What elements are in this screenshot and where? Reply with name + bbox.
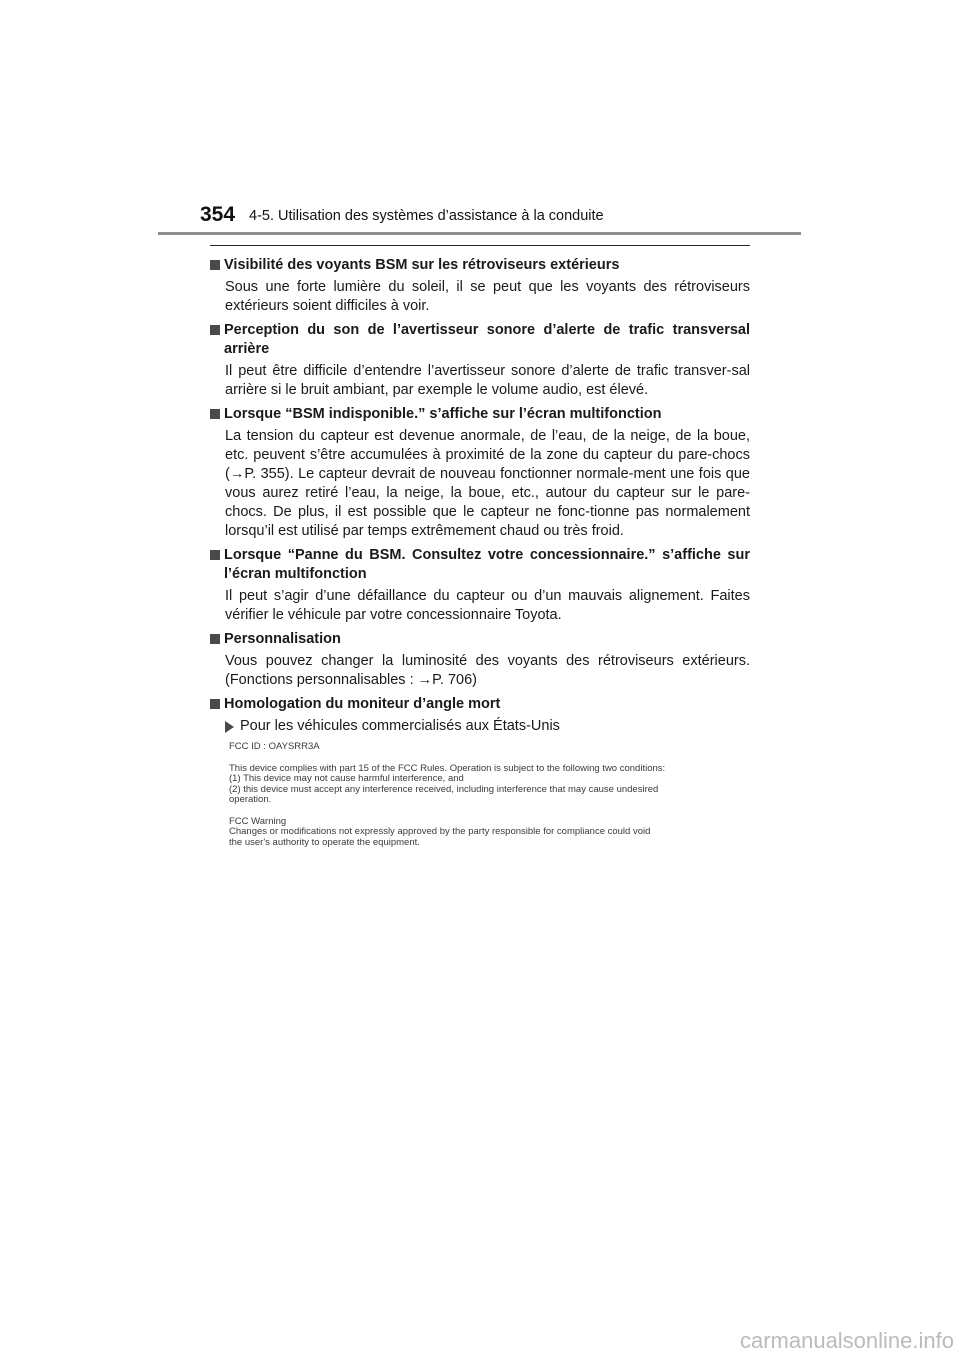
square-bullet-icon — [210, 260, 220, 270]
fcc-warning-line: the user's authority to operate the equipment. — [229, 836, 420, 848]
fcc-label-image — [229, 742, 689, 848]
item-body: La tension du capteur est devenue anormale, de l’eau, de la neige, de la boue, etc. peuvent s’être accumulées à proximité de la zone du capteur du pare-chocs (→P. 355). Le capteur devrait de nouveau fonctionner normale-ment une fois que vous aurez retiré l’eau, la neige, la boue, etc., autour du capteur sur le pare-chocs. De plus, il est possible que le capteur ne fonc-tionne pas normalement lorsqu’il est utilisé par temps extrêmement chaud ou très froid. — [225, 428, 750, 539]
sub-label: Pour les véhicules commercialisés aux États-Unis — [240, 718, 560, 734]
square-bullet-icon — [210, 634, 220, 644]
item-title: Lorsque “BSM indisponible.” s’affiche sur l’écran multifonction — [224, 406, 662, 422]
content-divider — [210, 245, 750, 246]
info-item — [210, 630, 750, 690]
content-body — [210, 256, 750, 741]
info-item — [210, 405, 750, 541]
square-bullet-icon — [210, 550, 220, 560]
info-item — [210, 321, 750, 400]
item-title: Perception du son de l’avertisseur sonore d’alerte de trafic transversal arrière — [224, 322, 750, 357]
fcc-warning-title: FCC Warning — [229, 815, 287, 827]
fcc-compliance-line: This device complies with part 15 of the FCC Rules. Operation is subject to the following two conditions: — [229, 762, 666, 774]
item-body: Sous une forte lumière du soleil, il se peut que les voyants des rétroviseurs extérieurs soient difficiles à voir. — [225, 279, 750, 314]
fcc-compliance-line: operation. — [229, 794, 272, 805]
item-title: Homologation du moniteur d’angle mort — [224, 696, 501, 712]
item-title: Lorsque “Panne du BSM. Consultez votre concessionnaire.” s’affiche sur l’écran multifonction — [224, 547, 750, 582]
fcc-warning-line: Changes or modifications not expressly approved by the party responsible for compliance could void — [229, 826, 651, 837]
item-title: Visibilité des voyants BSM sur les rétroviseurs extérieurs — [224, 257, 620, 273]
square-bullet-icon — [210, 325, 220, 335]
page-number: 354 — [200, 203, 236, 226]
item-body: Il peut s’agir d’une défaillance du capteur ou d’un mauvais alignement. Faites vérifier le véhicule par votre concessionnaire Toyota. — [225, 588, 750, 623]
fcc-compliance-line: (2) this device must accept any interference received, including interference that may cause undesired — [229, 783, 659, 795]
section-title: 4-5. Utilisation des systèmes d’assistance à la conduite — [249, 208, 604, 224]
header-divider — [158, 232, 801, 235]
info-item — [210, 256, 750, 316]
watermark: carmanualsonline.info — [739, 1328, 954, 1353]
item-body: Il peut être difficile d’entendre l’avertisseur sonore d’alerte de trafic transver-sal arrière si le bruit ambiant, par exemple le volume audio, est élevé. — [225, 363, 750, 398]
item-body: Vous pouvez changer la luminosité des voyants des rétroviseurs extérieurs. (Fonctions personnalisables : →P. 706) — [225, 653, 750, 688]
square-bullet-icon — [210, 699, 220, 709]
info-item — [210, 546, 750, 625]
square-bullet-icon — [210, 409, 220, 419]
item-title: Personnalisation — [224, 631, 341, 647]
fcc-id: FCC ID : OAYSRR3A — [229, 741, 320, 752]
triangle-arrow-icon — [225, 721, 234, 733]
info-item-homologation — [210, 695, 750, 736]
fcc-compliance-line: (1) This device may not cause harmful interference, and — [229, 773, 464, 784]
page-header — [0, 0, 960, 240]
